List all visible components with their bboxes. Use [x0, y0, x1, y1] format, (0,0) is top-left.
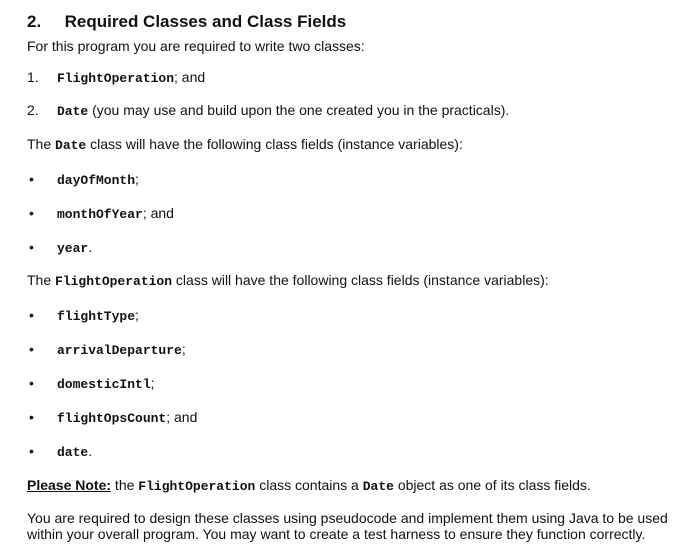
bullet-icon: • — [29, 341, 34, 357]
section-heading — [27, 12, 346, 32]
field-name: monthOfYear — [57, 207, 143, 222]
field-name: year — [57, 241, 89, 256]
note-label: Please Note: — [27, 477, 112, 493]
bullet-icon: • — [29, 239, 34, 255]
flight-class-intro — [27, 272, 549, 290]
intro-post: class will have the following class fields (instance variables): — [86, 136, 463, 152]
field-rest: . — [88, 239, 93, 255]
bullet-icon: • — [29, 205, 34, 221]
intro-pre: The — [27, 272, 56, 288]
field-rest: ; — [135, 171, 139, 187]
date-class-name: Date — [55, 138, 87, 153]
bullet-icon: • — [29, 443, 34, 459]
field-rest: ; — [135, 307, 139, 323]
class-item-number: 1. — [27, 69, 39, 85]
class-item-rest: ; and — [174, 69, 206, 85]
class-item-number: 2. — [27, 102, 39, 118]
field-rest: . — [88, 443, 93, 459]
field-name: arrivalDeparture — [57, 343, 182, 358]
field-name: flightOpsCount — [57, 411, 167, 426]
field-rest: ; — [181, 341, 186, 357]
intro-text: For this program you are required to write two classes: — [27, 38, 365, 54]
field-name: domesticIntl — [57, 377, 151, 392]
intro-post: class will have the following class fields (instance variables): — [172, 272, 549, 288]
class-item-rest: (you may use and build upon the one created you in the practicals). — [88, 102, 510, 118]
section-title: Required Classes and Class Fields — [64, 12, 347, 31]
field-rest: ; and — [142, 205, 174, 221]
flight-class-name: FlightOperation — [55, 274, 173, 289]
field-name: dayOfMonth — [57, 173, 136, 188]
note-class-name: Date — [362, 479, 394, 494]
field-rest: ; and — [166, 409, 198, 425]
section-number: 2. — [27, 12, 42, 31]
bullet-icon: • — [29, 409, 34, 425]
field-name: date — [57, 445, 89, 460]
closing-line-2: within your overall program. You may want to create a test harness to ensure they function correctly. — [27, 526, 646, 542]
note-text: object as one of its class fields. — [393, 477, 591, 493]
field-name: flightType — [57, 309, 136, 324]
bullet-icon: • — [29, 171, 34, 187]
class-name: Date — [57, 104, 89, 119]
field-rest: ; — [150, 375, 155, 391]
date-class-intro — [27, 136, 463, 154]
class-name: FlightOperation — [57, 71, 175, 86]
bullet-icon: • — [29, 307, 34, 323]
intro-pre: The — [27, 136, 56, 152]
please-note — [27, 477, 591, 495]
note-text: class contains a — [255, 477, 363, 493]
bullet-icon: • — [29, 375, 34, 391]
note-class-name: FlightOperation — [138, 479, 256, 494]
note-text: the — [111, 477, 139, 493]
closing-line-1: You are required to design these classes using pseudocode and implement them using Java to be used — [27, 510, 668, 526]
